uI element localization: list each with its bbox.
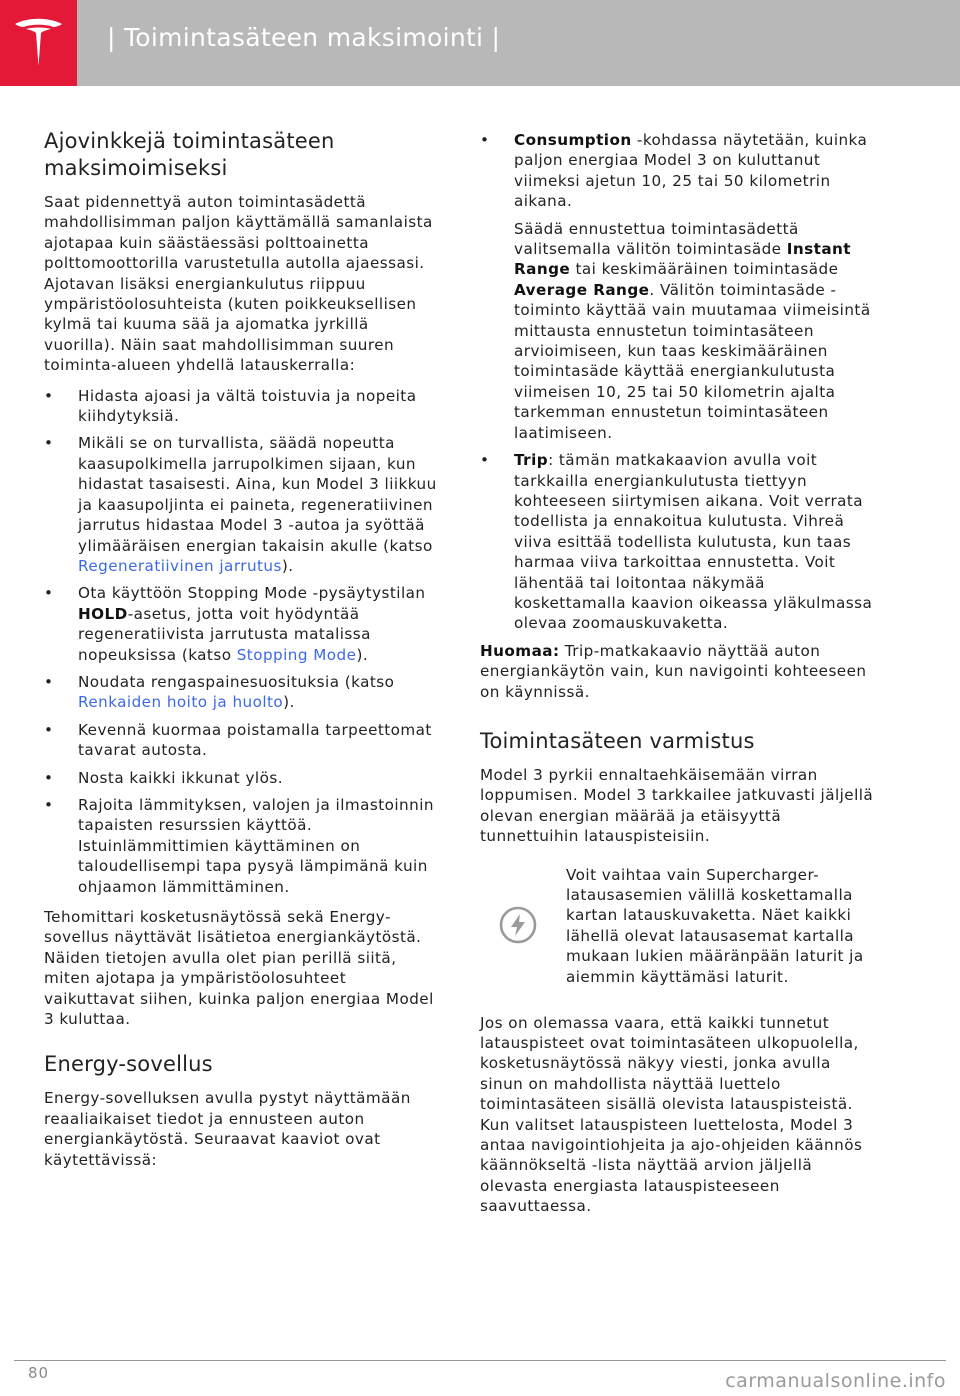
average-range-label: Average Range <box>514 280 650 299</box>
link-tire-care[interactable]: Renkaiden hoito ja huolto <box>78 693 284 712</box>
list-item-text: ). <box>281 556 294 575</box>
range-assurance-paragraph: Model 3 pyrkii ennaltaehkäisemään virran loppumisen. Model 3 tarkkailee jatkuvasti jäljellä olevan energian määrää ja etäisyyttä tunnettuihin latauspisteisiin. <box>480 765 874 846</box>
note-label: Huomaa: <box>480 641 560 660</box>
hold-label: HOLD <box>78 604 128 623</box>
section-heading-tips: Ajovinkkejä toimintasäteen maksimoimiseksi <box>44 129 335 180</box>
list-item-text: -kohdassa näytetään, kuinka paljon energiaa Model 3 on kuluttanut viimeksi ajetun 10, 25 tai 50 kilometrin aikana. <box>514 131 868 211</box>
range-paragraph <box>480 219 875 443</box>
list-item: • Nosta kaikki ikkunat ylös. <box>44 768 439 788</box>
list-item-text: : tämän matkakaavion avulla voit tarkkailla energiankulutusta tiettyyn kohteeseen siirtymisen aikana. Voit verrata todellista ja ennakoitua kulutusta. Vihreä viiva esittää todellista kulutusta, kun taas harmaa viiva tarkoittaa ennustetta. Voit lähentää tai loitontaa näkymää koskettamalla kaavion oikeassa yläkulmassa olevaa zoomauskuvaketta. <box>514 451 873 633</box>
consumption-label: Consumption <box>514 131 632 149</box>
footer-divider <box>14 1360 946 1361</box>
energy-info-paragraph: Tehomittari kosketusnäytössä sekä Energy-sovellus näyttävät lisätietoa energiankäytöstä. Näiden tietojen avulla olet pian perillä siitä, miten ajotapa ja ympäristöolosuhteet vaikuttavat siihen, kuinka paljon energiaa Model 3 kuluttaa. <box>44 908 434 1029</box>
list-item: • Hidasta ajoasi ja vältä toistuvia ja nopeita kiihdytyksiä. <box>44 386 439 427</box>
watermark: carmanualsonline.info <box>725 1370 946 1392</box>
info-box-text: Voit vaihtaa vain Supercharger-latausasemien välillä koskettamalla kartan latauskuvaketta. Näet kaikki lähellä olevat latausasemat kartalla mukaan lukien määränpään laturit ja aiemmin käyttämäsi laturit. <box>566 865 864 986</box>
charts-list <box>480 130 875 212</box>
list-item <box>44 583 439 665</box>
trip-label: Trip <box>514 451 549 470</box>
page-title: | Toimintasäteen maksimointi | <box>107 23 501 52</box>
list-item: • Kevennä kuormaa poistamalla tarpeettomat tavarat autosta. <box>44 720 439 761</box>
list-item-text: Mikäli se on turvallista, säädä nopeutta kaasupolkimella jarrupolkimen sijaan, kun hidastat tasaisesti. Aina, kun Model 3 liikkuu ja kaasupoljinta ei paineta, regeneratiivinen jarrutus hidastaa Model 3 -autoa ja syöttää ylimääräisen energian takaisin akulle (katso <box>78 434 437 555</box>
list-item <box>480 450 875 634</box>
range-text: tai keskimääräinen toimintasäde <box>570 260 839 279</box>
range-text: . Välitön toimintasäde -toiminto käyttää vain muutamaa viimeisintä mittausta ennustetun toimintasäteen arvioimiseen, kun taas keskimääräinen toimintasäde käyttää energiankulutusta viimeisen 10, 25 tai 50 kilometrin ajalta tarkemman ennustetun toimintasäteen laatimiseen. <box>514 280 871 442</box>
note-text: Trip-matkakaavio näyttää auton energiankäytön vain, kun navigointi kohteeseen on käynnissä. <box>480 641 867 701</box>
range-text: Säädä ennustettua toimintasädettä valitsemalla välitön toimintasäde <box>514 219 799 259</box>
page-number: 80 <box>28 1364 50 1382</box>
lightning-bolt-icon <box>498 905 538 945</box>
list-item-text: Ota käyttöön Stopping Mode -pysäytystilan <box>78 584 426 603</box>
out-of-range-paragraph: Jos on olemassa vaara, että kaikki tunnetut latauspisteet ovat toimintasäteen ulkopuolella, kosketusnäytössä näkyy viesti, jonka avulla sinun on mahdollista näyttää luettelo toimintasäteen sisällä olevista latauspisteistä. Kun valitset latauspisteen luettelosta, Model 3 antaa navigointiohjeita ja ajo-ohjeiden käännös käännökseltä -lista näyttää arvion jäljellä olevasta energiasta latauspisteeseen saavuttaessa. <box>480 1013 863 1216</box>
link-regenerative-braking[interactable]: Regeneratiivinen jarrutus <box>78 556 282 575</box>
info-box <box>480 865 875 1001</box>
tesla-logo <box>0 0 77 86</box>
section-heading-energy-app: Energy-sovellus <box>44 1052 213 1077</box>
link-stopping-mode[interactable]: Stopping Mode <box>236 645 357 664</box>
tesla-logo-icon <box>12 18 65 70</box>
trip-list <box>480 450 875 634</box>
list-item-text: Noudata rengaspainesuosituksia (katso <box>78 672 395 691</box>
list-item-text: ). <box>356 645 369 664</box>
list-item-text: ). <box>283 693 295 712</box>
section-heading-range-assurance: Toimintasäteen varmistus <box>480 728 755 753</box>
list-item: • Rajoita lämmityksen, valojen ja ilmastoinnin tapaisten resurssien käyttöä. Istuinlämmittimien käyttäminen on taloudellisempi tapa pysyä lämpimänä kuin ohjaamon lämmittäminen. <box>44 795 439 897</box>
right-column <box>480 130 875 1217</box>
energy-app-paragraph: Energy-sovelluksen avulla pystyt näyttämään reaaliaikaiset tiedot ja ennusteen auton energiankäytöstä. Seuraavat kaaviot ovat käytettävissä: <box>44 1089 411 1169</box>
intro-paragraph: Saat pidennettyä auton toimintasädettä mahdollisimman paljon käyttämällä samanlaista ajotapaa kuin säästäessäsi polttoainetta polttomoottorilla varustetulla autolla ajaessasi. Ajotavan lisäksi energiankulutus riippuu ympäristöolosuhteista (kuten poikkeuksellisen kylmä tai kuuma sää ja ajomatka jyrkillä vuorilla). Näin saat mahdollisimman suuren toiminta-alueen yhdellä latauskerralla: <box>44 193 433 375</box>
page-header <box>0 0 960 86</box>
list-item <box>44 672 439 713</box>
note-paragraph <box>480 641 875 702</box>
list-item <box>480 130 875 212</box>
list-item <box>44 433 439 576</box>
tips-list <box>44 386 439 897</box>
instant-range-label: Instant Range <box>514 240 851 279</box>
left-column <box>44 128 439 1170</box>
list-item-text: -asetus, jotta voit hyödyntää regeneratiivista jarrutusta matalissa nopeuksissa (katso <box>78 604 371 664</box>
